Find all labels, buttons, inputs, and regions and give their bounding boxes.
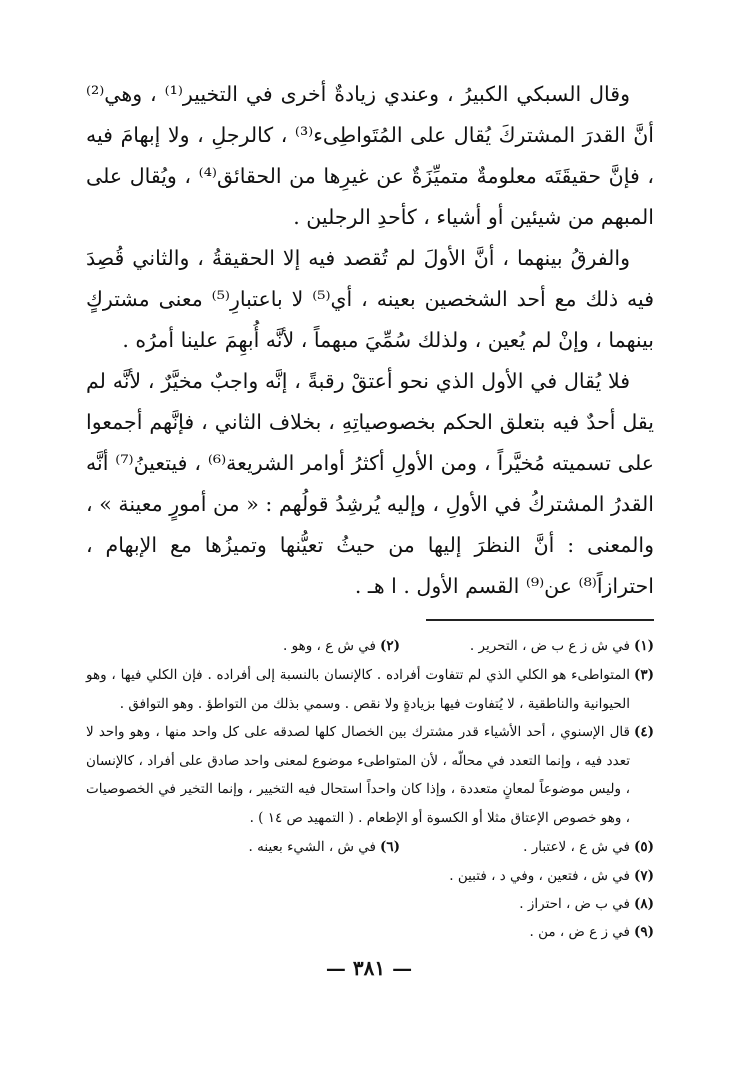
footnote-2	[283, 631, 400, 661]
footnote-text: في ش ، فتعين ، وفي د ، فتبين .	[449, 868, 630, 884]
footnote-separator	[426, 619, 654, 621]
footnote-text: في ش ع ، لاعتبار .	[523, 839, 630, 855]
footnote-number: (٤)	[633, 724, 654, 740]
footnote-text: في ز ع ض ، من .	[529, 924, 630, 940]
footnote-number: (٣)	[633, 667, 654, 683]
footnote-8	[86, 890, 654, 918]
footnote-number: (٩)	[633, 924, 654, 940]
footnote-6	[249, 832, 400, 862]
footnote-number: (٨)	[633, 896, 654, 912]
footnote-number: (٧)	[633, 868, 654, 884]
page-number: — ٣٨١ —	[325, 956, 413, 980]
footnote-text: المتواطىء هو الكلي الذي لم تتفاوت أفراده . كالإنسان بالنسبة إلى أفراده . فإن الكلي فيها ، وهو الحيوانية والناطقية ، لا يُتفاوت فيها بزيادةٍ ولا نقص . وسمي بذلك من التواطؤ . وهو التوافق .	[86, 667, 630, 712]
footnote-number: (٢)	[379, 638, 400, 654]
paragraph-3: فلا يُقال في الأول الذي نحو أعتقْ رقبةً ، إنَّه واجبٌ مخيَّرٌ ، لأنَّه لم يقل أحدٌ فيه بتعلق الحكم بخصوصياتِهِ ، بخلاف الثاني ، فإنَّهم أجمعوا على تسميته مُخيَّراً ، ومن الأولِ أكثرُ أوامر الشريعة⁽⁶⁾ ، فيتعينُ⁽⁷⁾ أنَّه القدرُ المشتركُ في الأولِ ، وإليه يُرشِدُ قولُهم : « من أمورٍ معينة » ، والمعنى : أنَّ النظرَ إليها من حيثُ تعيُّنها وتميزُها مع الإبهام ، احترازاً⁽⁸⁾ عن⁽⁹⁾ القسم الأول . ا هـ .	[86, 369, 654, 598]
paragraph-2: والفرقُ بينهما ، أنَّ الأولَ لم تُقصد فيه إلا الحقيقةُ ، والثاني قُصِدَ فيه ذلك مع أحد الشخصين بعينه ، أي⁽⁵⁾ لا باعتبارِ⁽⁵⁾ معنى مشتركٍ بينهما ، وإنْ لم يُعين ، ولذلك سُمِّيَ مبهماً ، لأنَّه أُبهِمَ علينا أمرُه .	[86, 246, 654, 352]
footnote-number: (٥)	[633, 839, 654, 855]
footnote-7	[86, 862, 654, 890]
footnote-9	[86, 918, 654, 946]
footnote-text: في ش ، الشيء بعينه .	[248, 839, 376, 855]
footnote-3	[86, 661, 654, 718]
footnote-text: قال الإسنوي ، أحد الأشياء قدر مشترك بين الخصال كلها لصدقه على كل واحد منها ، وهو واحد لا تعدد فيه ، وإنما التعدد في محالّه ، لأن المتواطىء موضوع لمعنى واحد صادق على أفراد ، كالإنسان ، وليس موضوعاً لمعانٍ متعددة ، وإذا كان واحداً استحال فيه التخيير ، وإنما التخير في الخصوصيات ، وهو خصوص الإعتاق مثلا أو الكسوة أو الإطعام . ( التمهيد ص ١٤ ) .	[86, 724, 630, 826]
footnote-text: في ش ز ع ب ض ، التحرير .	[469, 638, 630, 654]
footnote-number: (١)	[633, 638, 654, 654]
footnotes	[86, 631, 654, 946]
footnote-number: (٦)	[379, 839, 400, 855]
paragraph-1: وقال السبكي الكبيرُ ، وعندي زيادةٌ أخرى في التخيير⁽¹⁾ ، وهي⁽²⁾ أنَّ القدرَ المشتركَ يُقال على المُتَواطِىء⁽³⁾ ، كالرجلِ ، ولا إبهامَ فيه ، فإنَّ حقيقَتَه معلومةٌ متميِّزَةٌ عن غيرِها من الحقائق⁽⁴⁾ ، ويُقال على المبهم من شيئين أو أشياء ، كأحدِ الرجلين .	[86, 82, 654, 229]
footnote-row-1-2	[86, 631, 654, 661]
footnote-5	[400, 832, 654, 862]
footnote-4	[86, 718, 654, 832]
footnote-text: في ب ض ، احتراز .	[519, 896, 630, 912]
footnote-row-5-6	[86, 832, 654, 862]
footnote-text: في ش ع ، وهو .	[283, 638, 376, 654]
footnote-1	[400, 631, 654, 661]
main-text	[86, 74, 654, 607]
